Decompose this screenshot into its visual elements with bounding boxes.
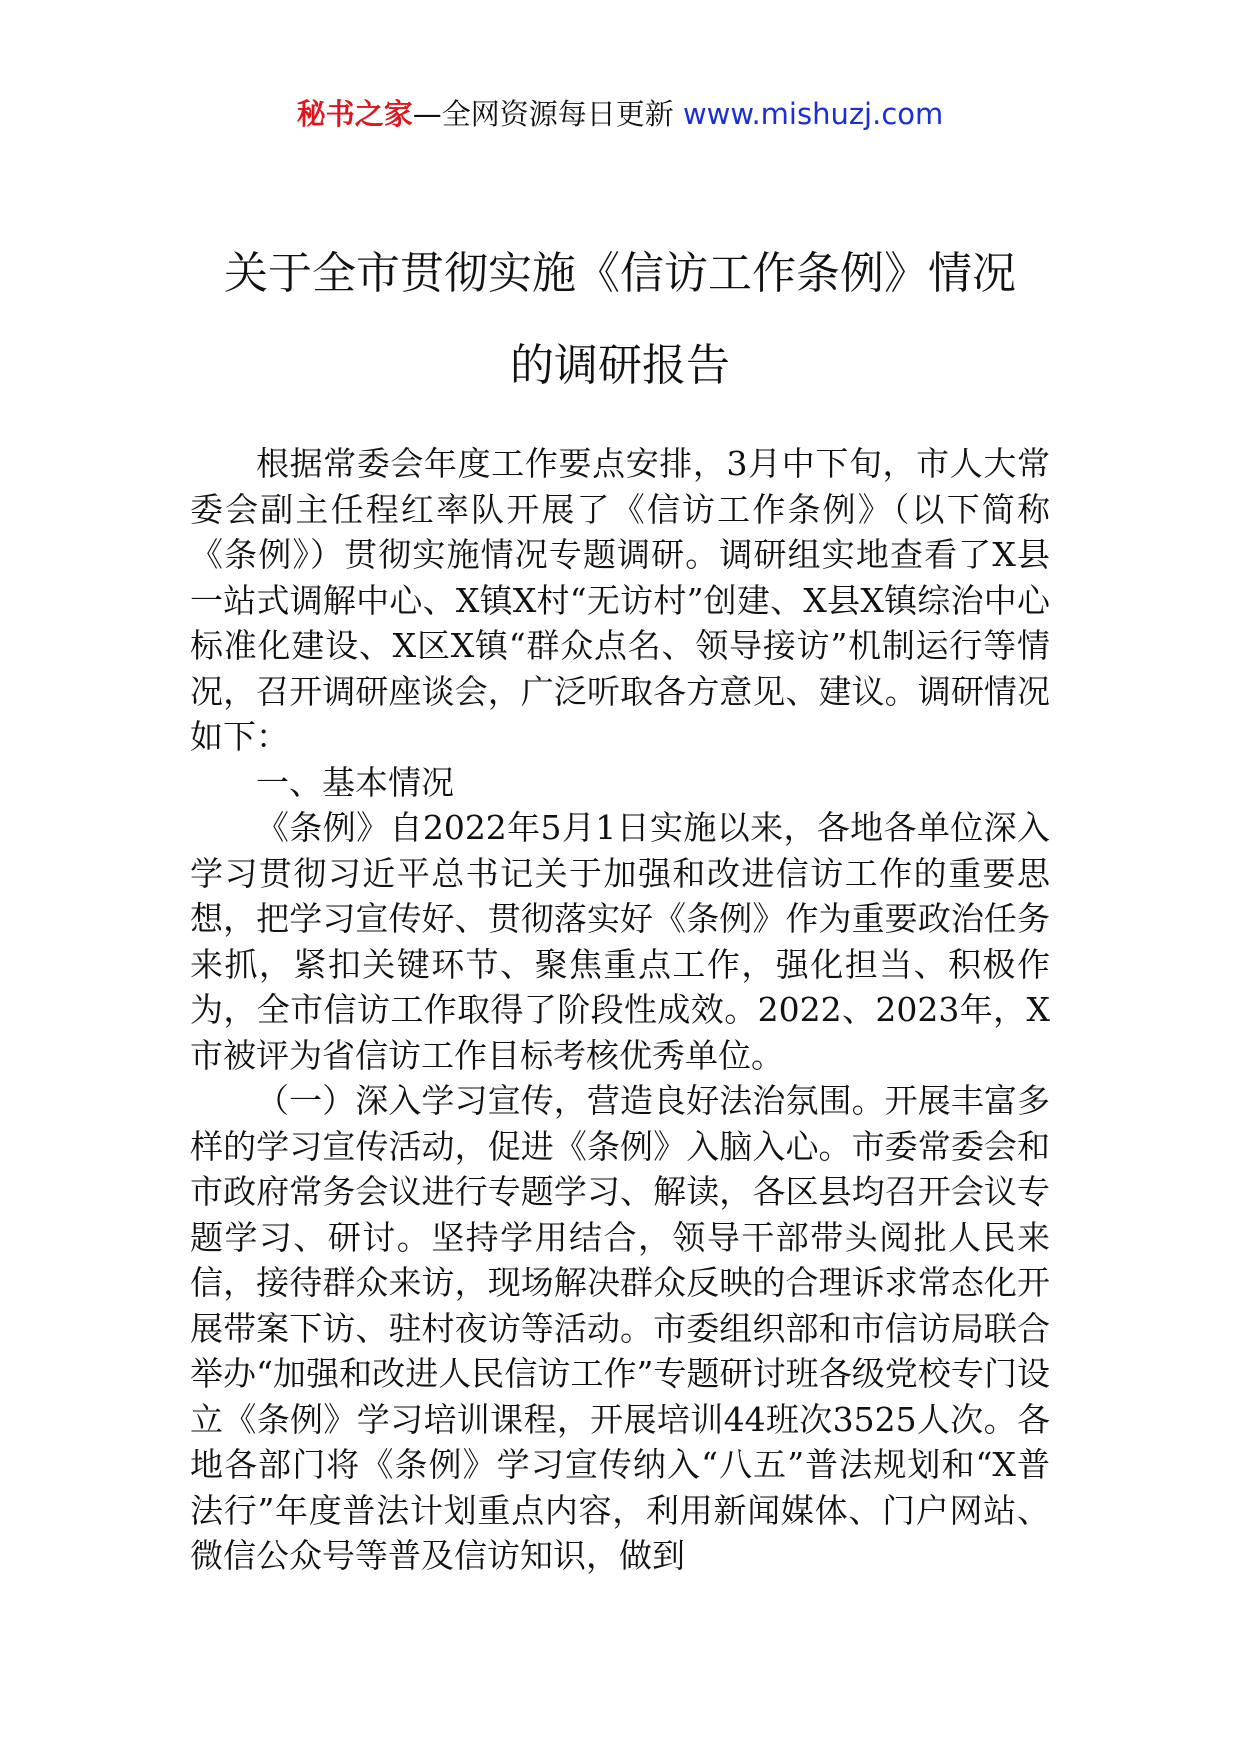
document-body bbox=[190, 441, 1050, 1579]
document-title-line-1: 关于全市贯彻实施《信访工作条例》情况 bbox=[224, 248, 1016, 299]
header-url-link[interactable]: www.mishuzj.com bbox=[682, 97, 944, 131]
header-brand: 秘书之家 bbox=[296, 97, 413, 131]
document-title-line-2: 的调研报告 bbox=[510, 340, 730, 391]
intro-paragraph: 根据常委会年度工作要点安排，3月中下旬，市人大常委会副主任程红率队开展了《信访工作条例》（以下简称《条例》）贯彻实施情况专题调研。调研组实地查看了X县一站式调解中心、X镇X村“无访村”创建、X县X镇综治中心标准化建设、X区X镇“群众点名、领导接访”机制运行等情况，召开调研座谈会，广泛听取各方意见、建议。调研情况如下： bbox=[190, 444, 1050, 756]
section-heading-basic-situation: 一、基本情况 bbox=[256, 762, 454, 802]
subsection-paragraph: （一）深入学习宣传，营造良好法治氛围。开展丰富多样的学习宣传活动，促进《条例》入脑入心。市委常委会和市政府常务会议进行专题学习、解读，各区县均召开会议专题学习、研讨。坚持学用结合，领导干部带头阅批人民来信，接待群众来访，现场解决群众反映的合理诉求常态化开展带案下访、驻村夜访等活动。市委组织部和市信访局联合举办“加强和改进人民信访工作”专题研讨班各级党校专门设立《条例》学习培训课程，开展培训44班次3525人次。各地各部门将《条例》学习宣传纳入“八五”普法规划和“X普法行”年度普法计划重点内容，利用新闻媒体、门户网站、微信公众号等普及信访知识，做到 bbox=[190, 1081, 1050, 1575]
page-header bbox=[0, 96, 1240, 132]
header-slogan: —全网资源每日更新 bbox=[412, 97, 683, 131]
document-title bbox=[0, 228, 1240, 412]
section-paragraph: 《条例》自2022年5月1日实施以来，各地各单位深入学习贯彻习近平总书记关于加强和改进信访工作的重要思想，把学习宣传好、贯彻落实好《条例》作为重要政治任务来抓，紧扣关键环节、聚焦重点工作，强化担当、积极作为，全市信访工作取得了阶段性成效。2022、2023年，X市被评为省信访工作目标考核优秀单位。 bbox=[190, 808, 1050, 1075]
